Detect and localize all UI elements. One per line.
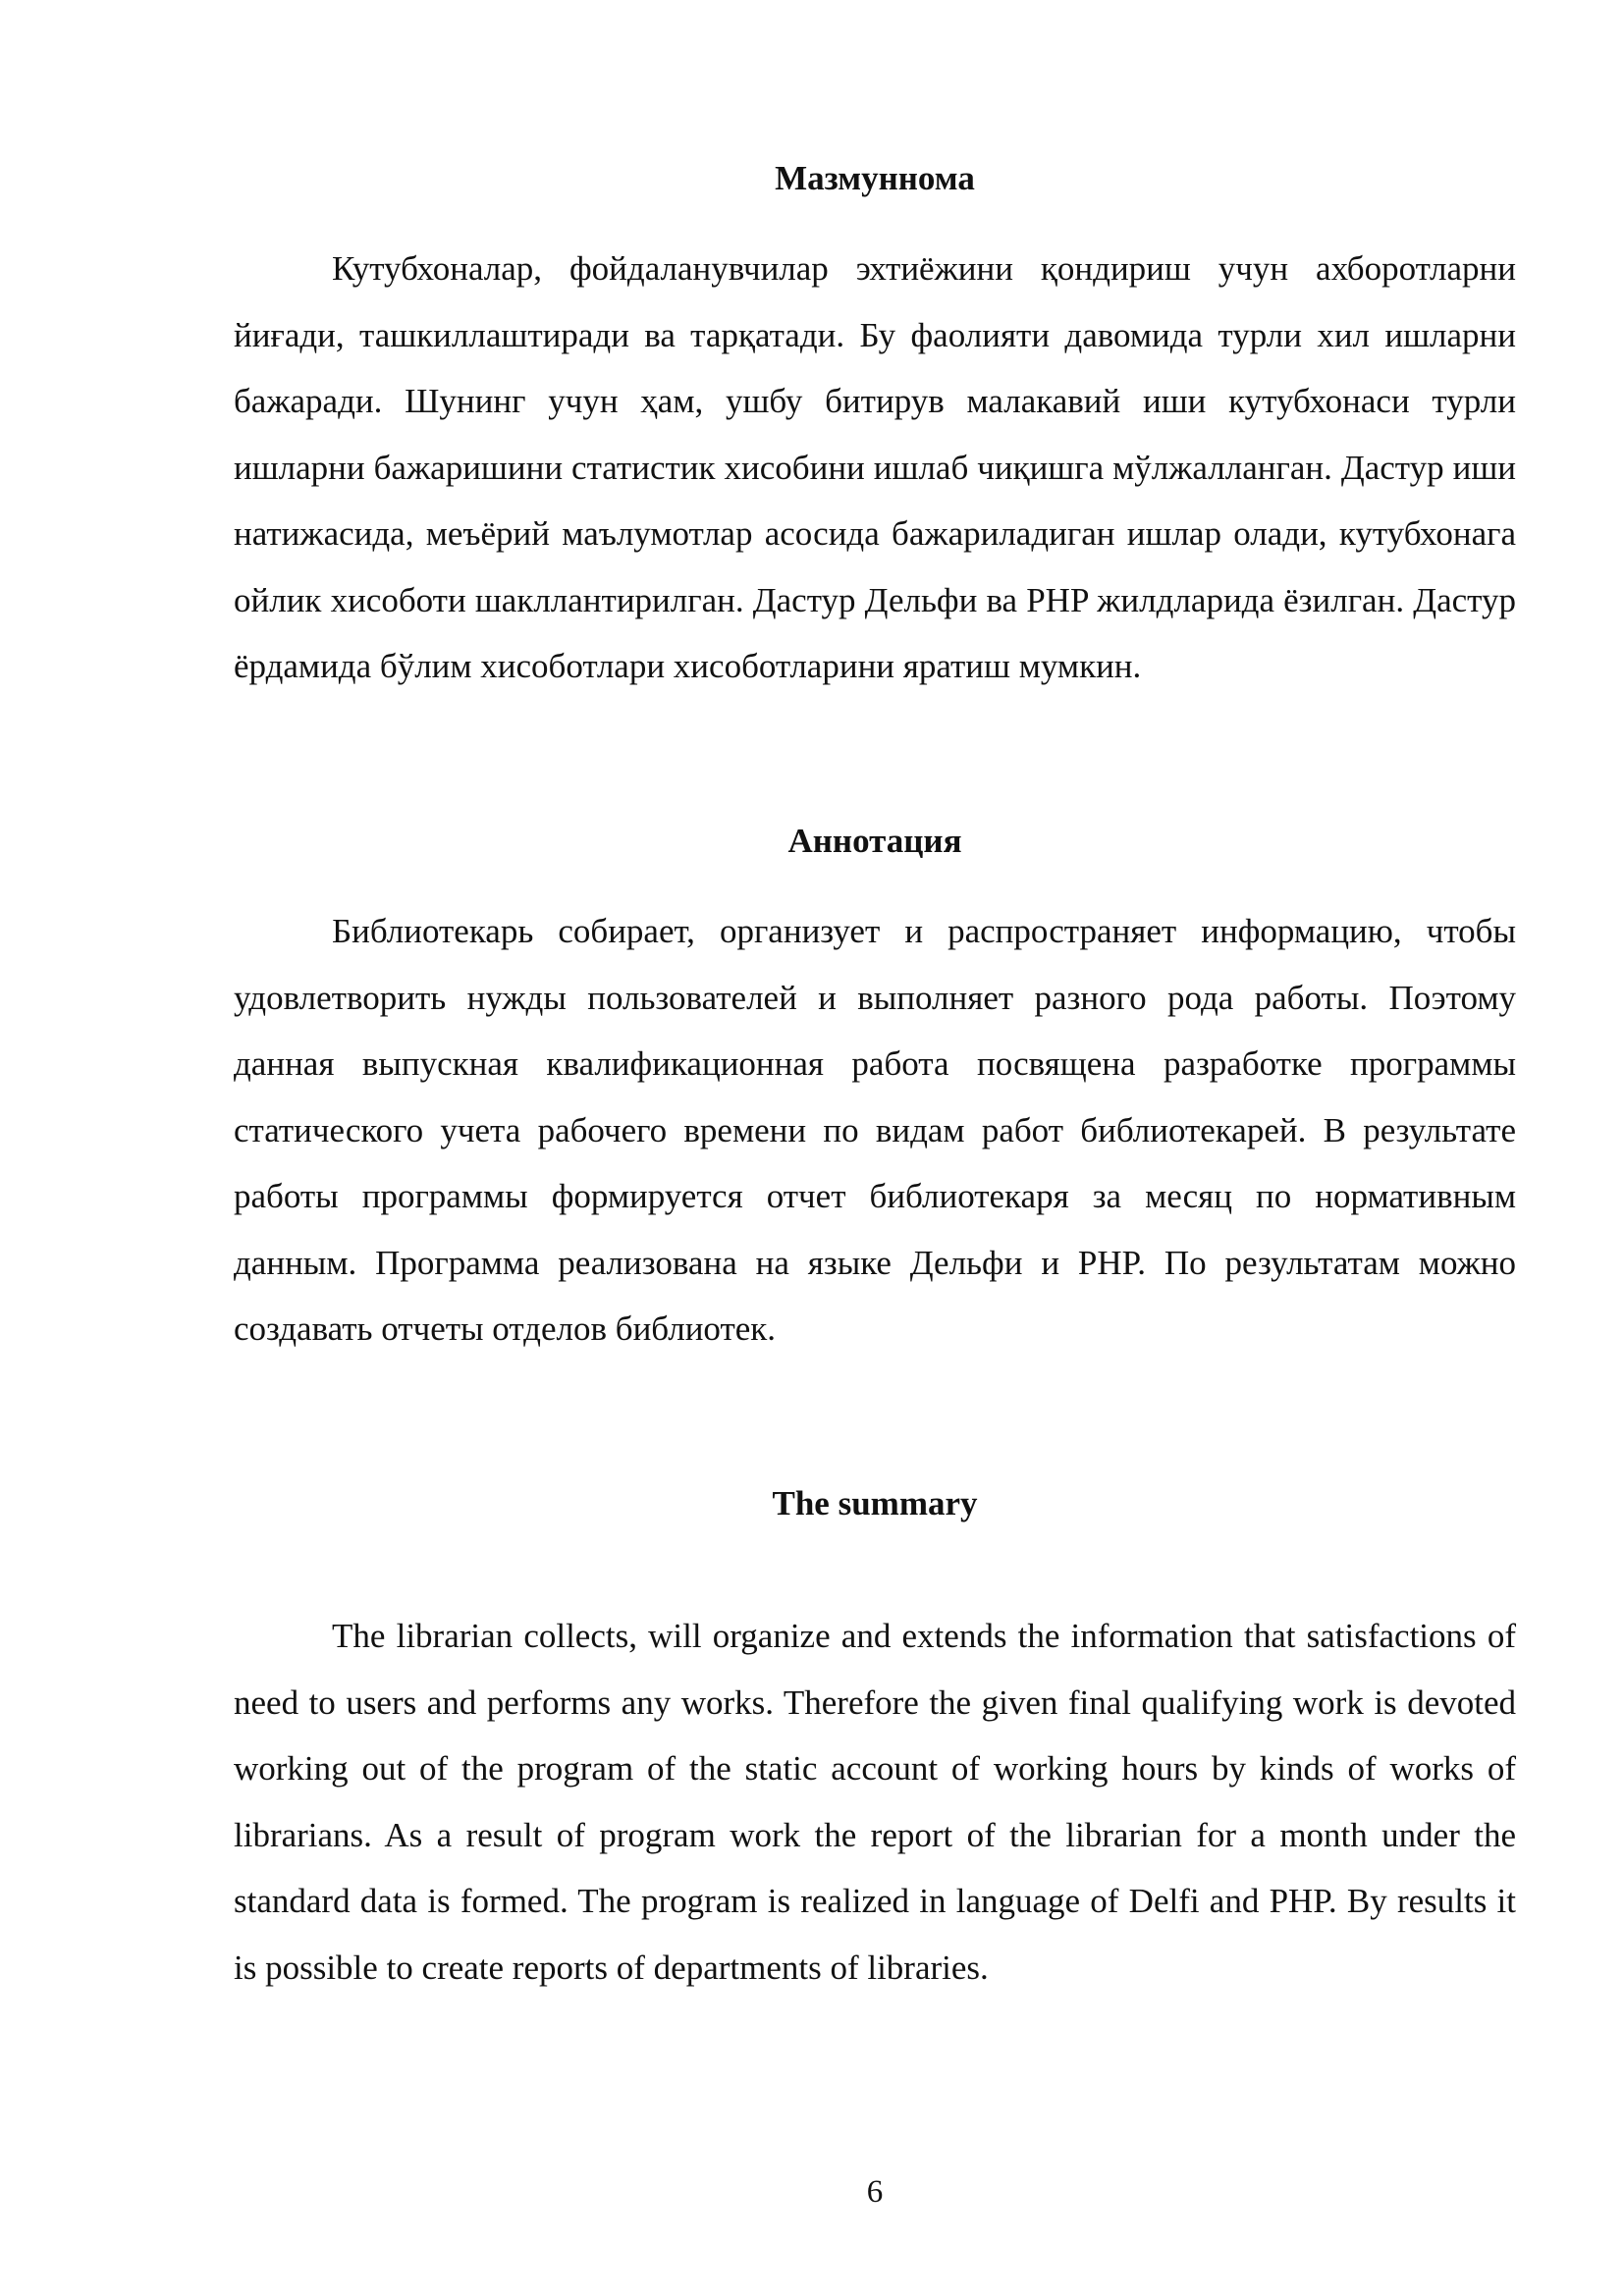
section-heading-mazmunnoma: Мазмуннома [775, 159, 975, 197]
page-number: 6 [866, 2174, 884, 2210]
section-heading-summary: The summary [772, 1484, 978, 1522]
section-paragraph-annotation: Библиотекарь собирает, организует и распространяет информацию, чтобы удовлетворить нужды пользователей и выполняет разного рода работы. Поэтому данная выпускная квалификационная работа посвящена разработке программы статического учета рабочего времени по видам работ библиотекарей. В результате работы программы формируется отчет библиотекаря за месяц по нормативным данным. Программа реализована на языке Дельфи и PHP. По результатам можно создавать отчеты отделов библиотек. [234, 912, 1516, 1348]
section-paragraph-mazmunnoma: Кутубхоналар, фойдаланувчилар эхтиёжини қондириш учун ахборотларни йиғади, ташкиллаштиради ва тарқатади. Бу фаолияти давомида турли хил ишларни бажаради. Шунинг учун ҳам, ушбу битирув малакавий иши кутубхонаси турли ишларни бажаришини статистик хисобини ишлаб чиқишга мўлжалланган. Дастур иши натижасида, меъёрий маълумотлар асосида бажариладиган ишлар олади, кутубхонага ойлик хисоботи шакллантирилган. Дастур Дельфи ва PHP жилдларида ёзилган. Дастур ёрдамида бўлим хисоботлари хисоботларини яратиш мумкин. [234, 249, 1516, 685]
section-heading-annotation: Аннотация [787, 822, 962, 860]
section-paragraph-summary: The librarian collects, will organize and extends the information that satisfactions of need to users and performs any works. Therefore the given final qualifying work is devoted working out of the program of the static account of working hours by kinds of works of librarians. As a result of program work the report of the librarian for a month under the standard data is formed. The program is realized in language of Delfi and PHP. By results it is possible to create reports of departments of libraries. [234, 1617, 1516, 1987]
document-page [234, 0, 1516, 2296]
